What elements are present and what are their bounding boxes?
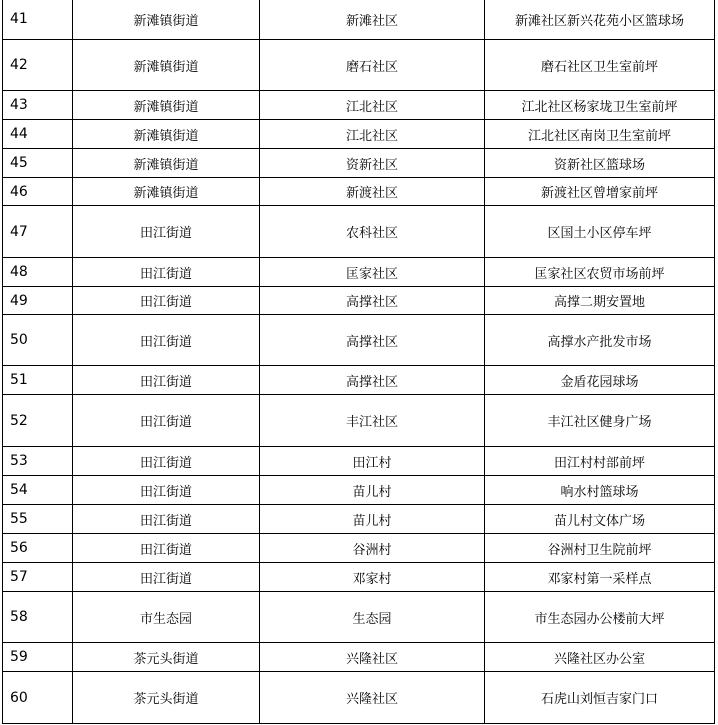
- row-number: 54: [3, 476, 73, 505]
- table-row: [3, 178, 715, 206]
- site-cell: 田江村村部前坪: [485, 447, 715, 476]
- street-cell: 田江街道: [73, 395, 260, 447]
- community-cell: 高撑社区: [260, 287, 485, 315]
- table-row: [3, 672, 715, 724]
- site-cell: 石虎山刘恒吉家门口: [485, 672, 715, 724]
- row-number: 48: [3, 258, 73, 287]
- table-row: [3, 534, 715, 563]
- row-number: 59: [3, 643, 73, 672]
- table-row: [3, 149, 715, 178]
- street-cell: 田江街道: [73, 447, 260, 476]
- street-cell: 新滩镇街道: [73, 40, 260, 91]
- street-cell: 田江街道: [73, 366, 260, 395]
- street-cell: 新滩镇街道: [73, 149, 260, 178]
- community-cell: 谷洲村: [260, 534, 485, 563]
- site-cell: 磨石社区卫生室前坪: [485, 40, 715, 91]
- table-row: [3, 206, 715, 258]
- row-number: 49: [3, 287, 73, 315]
- row-number: 50: [3, 315, 73, 366]
- table-row: [3, 91, 715, 120]
- table-row: [3, 476, 715, 505]
- testing-sites-table: [2, 0, 715, 724]
- site-cell: 区国土小区停车坪: [485, 206, 715, 258]
- table-row: [3, 505, 715, 534]
- site-cell: 丰江社区健身广场: [485, 395, 715, 447]
- street-cell: 田江街道: [73, 476, 260, 505]
- community-cell: 苗儿村: [260, 505, 485, 534]
- table-body: [3, 0, 715, 724]
- table-row: [3, 643, 715, 672]
- site-cell: 市生态园办公楼前大坪: [485, 592, 715, 643]
- row-number: 56: [3, 534, 73, 563]
- row-number: 58: [3, 592, 73, 643]
- community-cell: 苗儿村: [260, 476, 485, 505]
- community-cell: 江北社区: [260, 120, 485, 149]
- table-row: [3, 315, 715, 366]
- table-row: [3, 447, 715, 476]
- table-row: [3, 395, 715, 447]
- site-cell: 苗儿村文体广场: [485, 505, 715, 534]
- site-cell: 匡家社区农贸市场前坪: [485, 258, 715, 287]
- community-cell: 兴隆社区: [260, 672, 485, 724]
- community-cell: 丰江社区: [260, 395, 485, 447]
- community-cell: 匡家社区: [260, 258, 485, 287]
- site-cell: 邓家村第一采样点: [485, 563, 715, 592]
- street-cell: 茶元头街道: [73, 672, 260, 724]
- row-number: 57: [3, 563, 73, 592]
- street-cell: 田江街道: [73, 206, 260, 258]
- site-cell: 金盾花园球场: [485, 366, 715, 395]
- street-cell: 田江街道: [73, 534, 260, 563]
- community-cell: 农科社区: [260, 206, 485, 258]
- community-cell: 新滩社区: [260, 0, 485, 40]
- street-cell: 新滩镇街道: [73, 120, 260, 149]
- community-cell: 兴隆社区: [260, 643, 485, 672]
- row-number: 47: [3, 206, 73, 258]
- row-number: 41: [3, 0, 73, 40]
- row-number: 55: [3, 505, 73, 534]
- table-row: [3, 0, 715, 40]
- site-cell: 兴隆社区办公室: [485, 643, 715, 672]
- table-row: [3, 563, 715, 592]
- row-number: 52: [3, 395, 73, 447]
- community-cell: 高撑社区: [260, 366, 485, 395]
- community-cell: 磨石社区: [260, 40, 485, 91]
- site-cell: 新渡社区曾增家前坪: [485, 178, 715, 206]
- street-cell: 田江街道: [73, 287, 260, 315]
- site-cell: 新滩社区新兴花苑小区篮球场: [485, 0, 715, 40]
- community-cell: 江北社区: [260, 91, 485, 120]
- community-cell: 生态园: [260, 592, 485, 643]
- row-number: 42: [3, 40, 73, 91]
- street-cell: 新滩镇街道: [73, 91, 260, 120]
- street-cell: 茶元头街道: [73, 643, 260, 672]
- row-number: 44: [3, 120, 73, 149]
- street-cell: 田江街道: [73, 505, 260, 534]
- table-row: [3, 258, 715, 287]
- site-cell: 高撑二期安置地: [485, 287, 715, 315]
- row-number: 43: [3, 91, 73, 120]
- street-cell: 田江街道: [73, 315, 260, 366]
- street-cell: 新滩镇街道: [73, 178, 260, 206]
- site-cell: 江北社区杨家垅卫生室前坪: [485, 91, 715, 120]
- community-cell: 新渡社区: [260, 178, 485, 206]
- table-row: [3, 366, 715, 395]
- site-cell: 谷洲村卫生院前坪: [485, 534, 715, 563]
- row-number: 46: [3, 178, 73, 206]
- row-number: 51: [3, 366, 73, 395]
- row-number: 60: [3, 672, 73, 724]
- community-cell: 高撑社区: [260, 315, 485, 366]
- row-number: 53: [3, 447, 73, 476]
- street-cell: 田江街道: [73, 258, 260, 287]
- community-cell: 资新社区: [260, 149, 485, 178]
- site-cell: 响水村篮球场: [485, 476, 715, 505]
- table-row: [3, 120, 715, 149]
- street-cell: 新滩镇街道: [73, 0, 260, 40]
- community-cell: 田江村: [260, 447, 485, 476]
- site-cell: 高撑水产批发市场: [485, 315, 715, 366]
- community-cell: 邓家村: [260, 563, 485, 592]
- table-row: [3, 287, 715, 315]
- site-cell: 资新社区篮球场: [485, 149, 715, 178]
- site-cell: 江北社区南岗卫生室前坪: [485, 120, 715, 149]
- table-row: [3, 592, 715, 643]
- street-cell: 市生态园: [73, 592, 260, 643]
- street-cell: 田江街道: [73, 563, 260, 592]
- row-number: 45: [3, 149, 73, 178]
- table-row: [3, 40, 715, 91]
